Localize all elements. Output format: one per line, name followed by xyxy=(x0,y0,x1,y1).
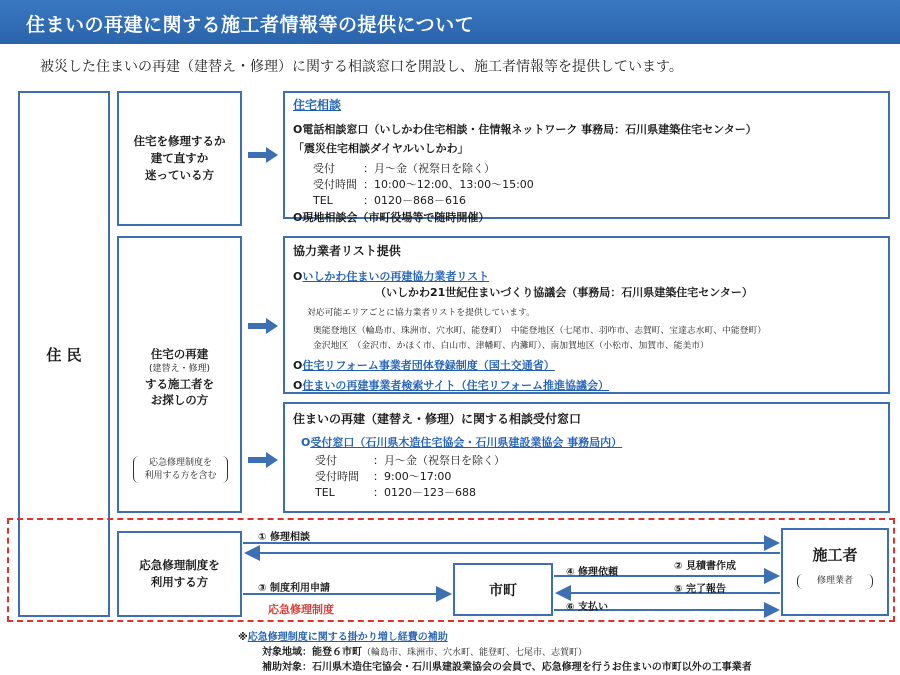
step1-label: ① 修理相談 xyxy=(258,532,310,543)
phone-number: TEL ：0120－868－616 xyxy=(313,194,466,207)
emergency-included-note: 応急修理制度を 利用する方を含む xyxy=(133,456,228,483)
step2-label: ② 見積書作成 xyxy=(674,561,736,572)
find-contractor-label: 住宅の再建 (建替え・修理) する施工者を お探しの方 xyxy=(145,347,214,408)
repair-or-rebuild-label: 住宅を修理するか 建て直すか 迷っている方 xyxy=(133,134,226,182)
partner-list-link[interactable]: いしかわ住まいの再建協力業者リスト xyxy=(302,270,490,283)
rebuild-consult-office: O受付窓口（石川県木造住宅協会・石川県建設業協会 事務局内） xyxy=(301,436,623,449)
rebuild-reception-days: 受付 ：月～金（祝祭日を除く） xyxy=(315,454,505,467)
step3-label: ③ 制度利用申請 xyxy=(258,583,330,594)
step6-label: ⑥ 支払い xyxy=(566,602,608,613)
partner-list-title: 協力業者リスト提供 xyxy=(293,244,401,258)
reform-registry-link[interactable]: 住宅リフォーム事業者団体登録制度（国土交通省） xyxy=(302,359,555,372)
area-line-1: 奥能登地区（輪島市、珠洲市、穴水町、能登町） 中能登地区（七尾市、羽咋市、志賀町、宝達志水町、中能登町） xyxy=(313,326,767,336)
page-title: 住まいの再建に関する施工者情報等の提供について xyxy=(0,0,900,44)
rebuild-reception-hours: 受付時間 ：9:00～17:00 xyxy=(315,470,452,483)
step4-label: ④ 修理依頼 xyxy=(566,567,618,578)
partner-list-note: 対応可能エリアごとに協力業者リストを提供しています。 xyxy=(307,308,535,318)
partner-list-item1: Oいしかわ住まいの再建協力業者リスト xyxy=(293,270,490,283)
reception-days: 受付 ：月～金（祝祭日を除く） xyxy=(313,162,495,175)
reception-hours: 受付時間 ：10:00～12:00、13:00～15:00 xyxy=(313,178,534,191)
subsidy-note: ※応急修理制度に関する掛かり増し経費の補助 xyxy=(238,632,448,643)
partner-list-item2: O住宅リフォーム事業者団体登録制度（国土交通省） xyxy=(293,359,555,372)
municipality-label: 市町 xyxy=(489,582,517,599)
dial-name: 「震災住宅相談ダイヤルいしかわ」 xyxy=(293,142,469,155)
partner-list-organizer: （いしかわ21世紀住まいづくり協議会（事務局：石川県建築住宅センター） xyxy=(375,286,753,299)
housing-consult-title[interactable]: 住宅相談 xyxy=(293,98,342,112)
rebuild-phone-number: TEL ：0120－123－688 xyxy=(315,486,476,499)
emergency-repair-users-label: 応急修理制度を 利用する方 xyxy=(139,558,220,589)
contractor-label: 施工者 xyxy=(812,546,858,564)
rebuild-consult-title: 住まいの再建（建替え・修理）に関する相談受付窓口 xyxy=(293,412,582,426)
partner-list-item3: O住まいの再建事業者検索サイト（住宅リフォーム推進協議会） xyxy=(293,379,610,392)
emergency-repair-system-label: 応急修理制度 xyxy=(268,603,334,616)
step5-label: ⑤ 完了報告 xyxy=(674,584,726,595)
onsite-consult: O現地相談会（市町役場等で随時開催） xyxy=(293,211,490,224)
page-subtitle: 被災した住まいの再建（建替え・修理）に関する相談窓口を開設し、施工者情報等を提供しています。 xyxy=(40,59,683,75)
contractor-search-link[interactable]: 住まいの再建事業者検索サイト（住宅リフォーム推進協議会） xyxy=(302,379,610,392)
subsidy-target-line: 補助対象：石川県木造住宅協会・石川県建設業協会の会員で、応急修理を行うお住まいの市町以外の工事業者 xyxy=(262,662,752,673)
residents-label: 住 民 xyxy=(46,345,82,364)
area-line-2: 金沢地区 （金沢市、かほく市、白山市、津幡町、内灘町）、南加賀地区（小松市、加賀市、能美市） xyxy=(313,341,709,351)
rebuild-office-link[interactable]: 受付窓口（石川県木造住宅協会・石川県建設業協会 事務局内） xyxy=(310,436,623,449)
repair-company-note: 修理業者 xyxy=(797,574,873,589)
phone-consult-heading: O電話相談窓口（いしかわ住宅相談・住情報ネットワーク 事務局：石川県建築住宅センター） xyxy=(293,123,757,136)
target-area-line: 対象地域：能登６市町（輪島市、珠洲市、穴水町、能登町、七尾市、志賀町） xyxy=(262,647,588,658)
subsidy-note-link[interactable]: 応急修理制度に関する掛かり増し経費の補助 xyxy=(247,632,448,643)
